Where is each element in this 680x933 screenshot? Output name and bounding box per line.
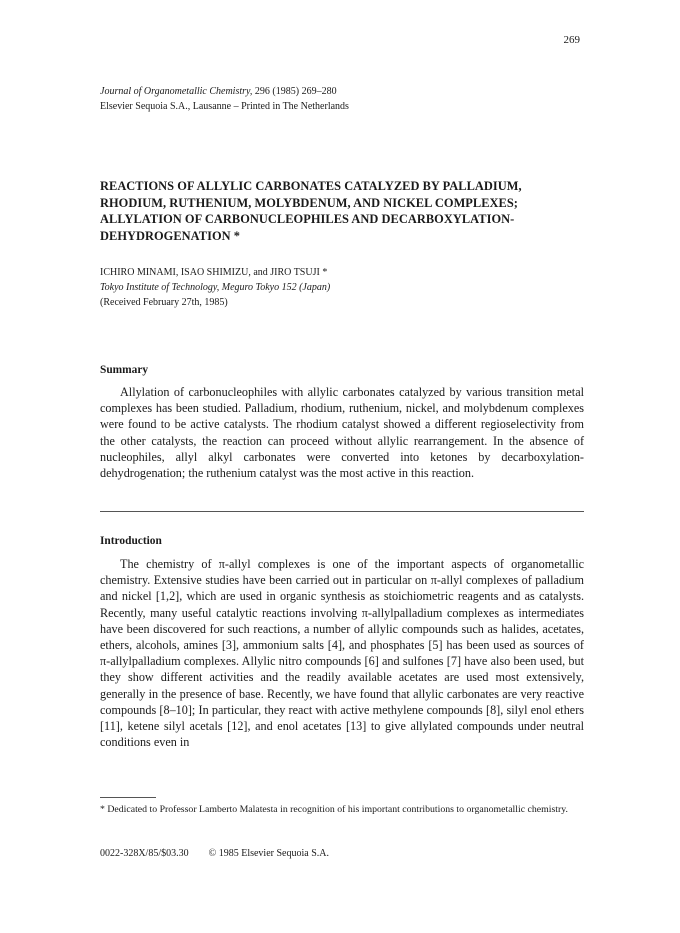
- affiliation: Tokyo Institute of Technology, Meguro Tokyo 152 (Japan): [100, 282, 331, 293]
- footnote: [100, 802, 584, 817]
- author-list: ICHIRO MINAMI, ISAO SHIMIZU, and JIRO TSUJI *: [100, 267, 328, 278]
- summary-paragraph: Allylation of carbonucleophiles with allylic carbonates catalyzed by various transition metal complexes has been studied. Palladium, rhodium, ruthenium, nickel, and molybdenum complexes were found to be active catalysts. The rhodium catalyst showed a different regioselectivity from the other catalysts, the reaction can proceed without allylic rearrangement. In the absence of nucleophiles, allyl alkyl carbonates were converted into ketones by decarboxylation-dehydrogenation; the ruthenium catalyst was the most active in this reaction.: [100, 385, 584, 481]
- title-line: DEHYDROGENATION *: [100, 228, 241, 243]
- summary-heading: Summary: [100, 364, 149, 376]
- article-title: [100, 178, 590, 244]
- received-date: (Received February 27th, 1985): [100, 297, 228, 308]
- issn-price-code: 0022-328X/85/$03.30: [100, 848, 189, 859]
- introduction-section: [100, 556, 584, 750]
- author-block: [100, 265, 330, 310]
- summary-section: [100, 384, 584, 481]
- footnote-text: * Dedicated to Professor Lamberto Malatesta in recognition of his important contributions to organometallic chemistry.: [100, 804, 568, 815]
- copyright-notice: © 1985 Elsevier Sequoia S.A.: [208, 848, 329, 859]
- copyright-line: [100, 848, 329, 859]
- journal-name: Journal of Organometallic Chemistry,: [100, 86, 253, 97]
- footnote-rule: [100, 797, 156, 798]
- introduction-paragraph: The chemistry of π-allyl complexes is one of the important aspects of organometallic chemistry. Extensive studies have been carried out in particular on π-allyl complexes of palladium and nickel [1,2], which are used in organic synthesis as stoichiometric reagents and as catalysts. Recently, many useful catalytic reactions involving π-allylpalladium complexes as intermediates have been discovered for such reactions, a number of allylic compounds such as halides, acetates, ethers, alcohols, amines [3], ammonium salts [4], and phosphates [5] has been used as sources of π-allylpalladium complexes. Allylic nitro compounds [6] and sulfones [7] have also been used, but they show different activities and the readily available acetates are used most extensively, generally in the presence of base. Recently, we have found that allylic carbonates are very reactive compounds [8–10]; In particular, they react with active methylene compounds [8], silyl enol ethers [11], ketene silyl acetals [12], and enol acetates [13] to give allylated compounds under neutral conditions even in: [100, 557, 584, 750]
- title-line: REACTIONS OF ALLYLIC CARBONATES CATALYZED BY PALLADIUM,: [100, 179, 522, 193]
- page-number: 269: [563, 34, 580, 46]
- introduction-heading: Introduction: [100, 535, 162, 547]
- section-divider: [100, 511, 584, 512]
- title-line: ALLYLATION OF CARBONUCLEOPHILES AND DECARBOXYLATION-: [100, 212, 515, 226]
- title-line: RHODIUM, RUTHENIUM, MOLYBDENUM, AND NICKEL COMPLEXES;: [100, 195, 518, 210]
- journal-publisher: Elsevier Sequoia S.A., Lausanne – Printed in The Netherlands: [100, 101, 349, 112]
- journal-header: [100, 84, 349, 114]
- journal-citation: 296 (1985) 269–280: [252, 86, 337, 97]
- journal-citation-line: [100, 84, 349, 99]
